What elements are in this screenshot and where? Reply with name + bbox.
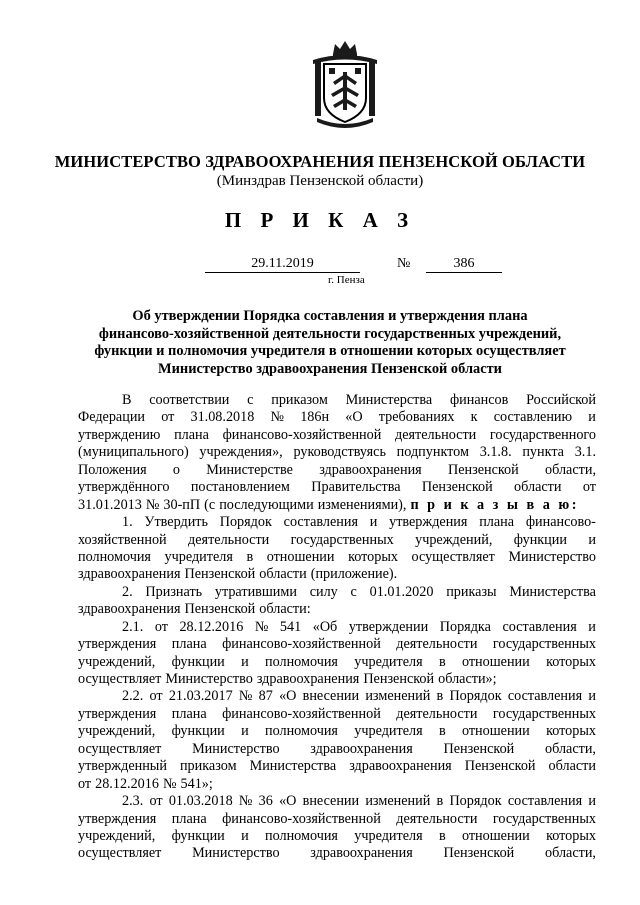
subject-line: Об утверждении Порядка составления и утверждения плана: [132, 308, 528, 324]
body-word: деятельности: [395, 426, 477, 443]
body-word: здравоохранения: [310, 740, 413, 757]
body-word: области,: [545, 461, 596, 478]
body-word: и: [588, 409, 596, 426]
body-word: 1.: [122, 514, 133, 531]
body-word: соответствии: [149, 392, 230, 408]
body-word: учреждения»,: [199, 444, 283, 461]
body-word: области»;: [438, 671, 497, 687]
body-word: плана: [171, 636, 207, 653]
body-line: [78, 811, 596, 828]
body-word: утверждённого: [78, 479, 170, 496]
body-word: Министерство: [192, 845, 280, 862]
body-word: Министерства: [249, 758, 337, 775]
body-word: №: [238, 793, 253, 810]
body-word: 28.12.2016: [179, 618, 244, 635]
number-sign: №: [397, 256, 411, 271]
body-word: изменениями),: [317, 496, 407, 513]
body-word: 3.1.: [574, 444, 596, 461]
body-line: [78, 462, 596, 479]
body-word: изменений: [365, 793, 431, 810]
body-word: государственного: [489, 426, 596, 443]
body-word: руководствуясь: [293, 444, 386, 461]
body-word: внесении: [302, 688, 360, 705]
body-word: области: [514, 479, 562, 496]
body-word: 2.2.: [122, 688, 144, 705]
body-word: изменений: [365, 688, 431, 705]
body-word: деятельности: [188, 531, 270, 548]
body-word: финансово-хозяйственной: [222, 426, 382, 443]
body-word: здравоохранения: [310, 845, 413, 862]
body-line: [78, 776, 596, 793]
order-date: 29.11.2019: [205, 255, 360, 273]
body-word: Федерации: [78, 409, 146, 426]
body-word: Порядок: [449, 688, 502, 705]
subject-line: финансово-хозяйственной деятельности государственных учреждений,: [98, 325, 562, 342]
body-word: внесении: [302, 793, 360, 810]
body-word: (приложение).: [310, 566, 398, 583]
body-word: 541: [279, 618, 302, 635]
ministry-short-name: (Минздрав Пензенской области): [216, 173, 424, 189]
body-word: учреждений,: [415, 531, 493, 548]
body-word: (с: [204, 496, 216, 513]
body-word: учреждений,: [78, 653, 156, 670]
subject-line: Министерство здравоохранения Пензенской области: [158, 360, 502, 377]
body-word: составлению: [493, 409, 573, 426]
body-word: деятельности: [396, 636, 478, 653]
body-word: государственных: [492, 810, 596, 827]
body-word: подпунктом: [396, 444, 469, 461]
body-word: от: [149, 793, 163, 810]
body-word: 31.01.2013: [78, 496, 142, 513]
body-word: 3.1.8.: [479, 444, 512, 461]
body-word: и: [588, 618, 596, 635]
body-line: [78, 566, 596, 583]
body-word: учреждений,: [78, 723, 156, 740]
body-word: финансов: [449, 392, 509, 408]
body-word: и: [241, 827, 249, 844]
body-word: области:: [259, 601, 311, 618]
body-word: Порядок: [449, 793, 502, 810]
body-word: о: [172, 461, 180, 478]
body-word: отношении: [461, 653, 530, 670]
body-word: и: [241, 653, 249, 670]
body-word: учредителя: [354, 827, 423, 844]
body-word: Министерства: [509, 583, 596, 600]
body-word: постановлением: [190, 479, 290, 496]
body-word: и: [241, 723, 249, 740]
body-word: 2.: [122, 583, 133, 600]
body-word: осуществляет: [411, 548, 495, 565]
body-word: осуществляет: [78, 671, 162, 687]
body-word: Министерство: [165, 671, 253, 687]
body-word: Порядок: [219, 514, 272, 531]
body-word: утверждения: [78, 705, 157, 722]
body-line: [78, 706, 596, 723]
body-word: плана: [171, 810, 207, 827]
body-line: [78, 497, 596, 514]
body-word: «О: [279, 793, 297, 810]
body-line: [78, 584, 596, 601]
body-word: Пензенской: [447, 461, 519, 478]
order-word: п р и к а з ы в а ю:: [410, 496, 579, 513]
body-word: в: [438, 827, 446, 844]
body-line: [78, 427, 596, 444]
body-word: Пензенской: [443, 740, 515, 757]
body-word: с: [247, 392, 254, 408]
body-word: в: [436, 688, 444, 705]
body-word: «О: [345, 409, 363, 426]
body-word: области,: [544, 740, 596, 757]
body-line: [78, 601, 596, 618]
body-line: [78, 793, 596, 810]
body-word: утвержденный: [78, 758, 167, 775]
body-word: отношении: [461, 827, 530, 844]
body-word: 31.08.2018: [190, 409, 255, 426]
body-word: приказы: [446, 583, 497, 600]
body-word: №: [162, 775, 177, 792]
body-word: 2.3.: [122, 793, 144, 810]
body-word: утверждения: [389, 514, 468, 531]
body-word: осуществляет: [78, 740, 162, 757]
body-line: [78, 723, 596, 740]
coat-of-arms-emblem: [311, 38, 379, 130]
body-word: №: [254, 618, 269, 635]
city-label: г. Пенза: [328, 274, 365, 286]
body-word: от: [154, 618, 168, 635]
body-word: государственных: [290, 531, 394, 548]
body-word: Министерстве: [206, 461, 293, 478]
body-word: от: [149, 688, 163, 705]
body-word: составления: [507, 793, 583, 810]
body-word: В: [122, 392, 132, 408]
body-word: №: [238, 688, 253, 705]
body-word: полномочия: [265, 653, 338, 670]
body-word: составления: [502, 618, 577, 635]
body-word: Утвердить: [144, 514, 208, 531]
body-word: здравоохранения: [78, 566, 181, 583]
body-line: [78, 828, 596, 845]
subject-line: функции и полномочия учредителя в отношении которых осуществляет: [94, 343, 566, 359]
body-word: к: [470, 409, 478, 426]
body-word: которых: [546, 653, 596, 670]
body-line: [78, 479, 596, 496]
body-word: здравоохранения: [256, 671, 360, 687]
body-word: Пензенской: [363, 671, 435, 687]
body-word: (муниципального): [78, 444, 189, 461]
body-line: [78, 845, 596, 862]
body-word: Правительства: [311, 479, 401, 496]
body-word: 01.03.2018: [168, 793, 233, 810]
body-word: финансово-хозяйственной: [222, 705, 381, 722]
body-line: [78, 514, 596, 531]
body-word: от: [582, 479, 596, 496]
body-word: которых: [546, 723, 596, 740]
body-word: учреждений,: [78, 827, 156, 844]
body-line: [78, 619, 596, 636]
body-word: 36: [258, 793, 273, 810]
body-word: утверждении: [348, 618, 429, 635]
body-word: в: [246, 548, 254, 565]
body-line: [78, 671, 596, 688]
body-word: приказом: [179, 758, 237, 775]
body-word: функции: [171, 653, 225, 670]
body-line: [78, 532, 596, 549]
body-word: составления: [283, 514, 358, 531]
body-word: здравоохранения: [349, 758, 452, 775]
body-word: плана: [174, 426, 209, 443]
order-number: 386: [426, 255, 502, 273]
body-word: области,: [544, 845, 596, 862]
body-word: силу: [309, 583, 338, 600]
body-word: Пензенской: [421, 479, 493, 496]
body-line: [78, 444, 596, 461]
body-word: плана: [171, 705, 207, 722]
body-word: Министерство: [508, 548, 596, 565]
body-line: [78, 741, 596, 758]
body-word: 186н: [300, 409, 330, 426]
body-word: полномочия: [265, 723, 338, 740]
body-word: здравоохранения: [319, 461, 422, 478]
body-word: хозяйственной: [78, 531, 167, 548]
body-word: Положения: [78, 461, 147, 478]
body-line: [78, 654, 596, 671]
body-word: государственных: [492, 705, 596, 722]
body-line: [78, 636, 596, 653]
body-line: [78, 409, 596, 426]
body-word: деятельности: [396, 705, 478, 722]
body-word: Признать: [145, 583, 203, 600]
body-word: «Об: [312, 618, 338, 635]
body-word: №: [145, 496, 160, 513]
body-word: Порядка: [439, 618, 491, 635]
body-word: 21.03.2017: [168, 688, 233, 705]
body-line: [78, 688, 596, 705]
body-word: полномочия: [78, 548, 151, 565]
body-word: №: [270, 409, 285, 426]
body-word: функции: [171, 827, 225, 844]
body-word: Российской: [526, 392, 596, 408]
body-word: и: [588, 688, 596, 705]
body-word: требованиях: [378, 409, 455, 426]
body-word: 541»;: [180, 775, 213, 792]
body-word: утратившими: [214, 583, 297, 600]
body-word: утверждению: [78, 426, 161, 443]
body-word: финансово-: [525, 514, 596, 531]
body-word: последующими: [219, 496, 314, 513]
body-word: области: [259, 566, 307, 583]
body-word: финансово-хозяйственной: [222, 810, 381, 827]
body-word: от: [161, 409, 175, 426]
body-word: Пензенской: [184, 566, 256, 583]
body-word: 2.1.: [122, 618, 144, 635]
order-body-text: [78, 392, 596, 863]
body-word: и: [588, 531, 596, 548]
body-word: функции: [171, 723, 225, 740]
body-word: учредителя: [354, 653, 423, 670]
body-word: полномочия: [265, 827, 338, 844]
ministry-title: МИНИСТЕРСТВО ЗДРАВООХРАНЕНИЯ ПЕНЗЕНСКОЙ ОБЛАСТИ: [54, 152, 586, 171]
body-word: составления: [507, 688, 583, 705]
body-word: плана: [479, 514, 515, 531]
body-word: приказом: [271, 392, 328, 408]
body-word: функции: [513, 531, 567, 548]
body-word: утверждения: [78, 636, 157, 653]
body-word: деятельности: [396, 810, 478, 827]
body-line: [78, 549, 596, 566]
body-word: отношении: [266, 548, 335, 565]
body-word: осуществляет: [78, 845, 162, 862]
body-word: которых: [546, 827, 596, 844]
body-word: в: [436, 793, 444, 810]
body-word: 28.12.2016: [95, 775, 159, 792]
body-word: учредителя: [164, 548, 233, 565]
body-word: утверждения: [78, 810, 157, 827]
body-word: от: [78, 775, 92, 792]
body-word: Пензенской: [464, 758, 536, 775]
body-word: государственных: [492, 636, 596, 653]
body-word: учредителя: [354, 723, 423, 740]
body-word: 01.01.2020: [369, 583, 434, 600]
body-word: в: [438, 653, 446, 670]
body-word: Министерство: [192, 740, 280, 757]
body-word: и: [369, 514, 378, 531]
body-word: здравоохранения: [78, 601, 181, 618]
document-type-heading: П Р И К А З: [224, 208, 416, 232]
body-word: пункта: [522, 444, 564, 461]
body-word: с: [350, 583, 357, 600]
body-word: 87: [258, 688, 273, 705]
body-word: «О: [279, 688, 297, 705]
body-line: [78, 758, 596, 775]
body-word: Пензенской: [184, 601, 256, 618]
body-word: в: [438, 723, 446, 740]
body-word: отношении: [461, 723, 530, 740]
body-word: которых: [348, 548, 398, 565]
body-line: [78, 392, 596, 409]
body-word: Пензенской: [443, 845, 515, 862]
body-word: 30-пП: [163, 496, 201, 513]
order-subject: [80, 308, 580, 378]
body-word: Министерства: [345, 392, 433, 408]
body-word: и: [588, 793, 596, 810]
body-word: области: [548, 758, 596, 775]
body-word: финансово-хозяйственной: [222, 636, 381, 653]
